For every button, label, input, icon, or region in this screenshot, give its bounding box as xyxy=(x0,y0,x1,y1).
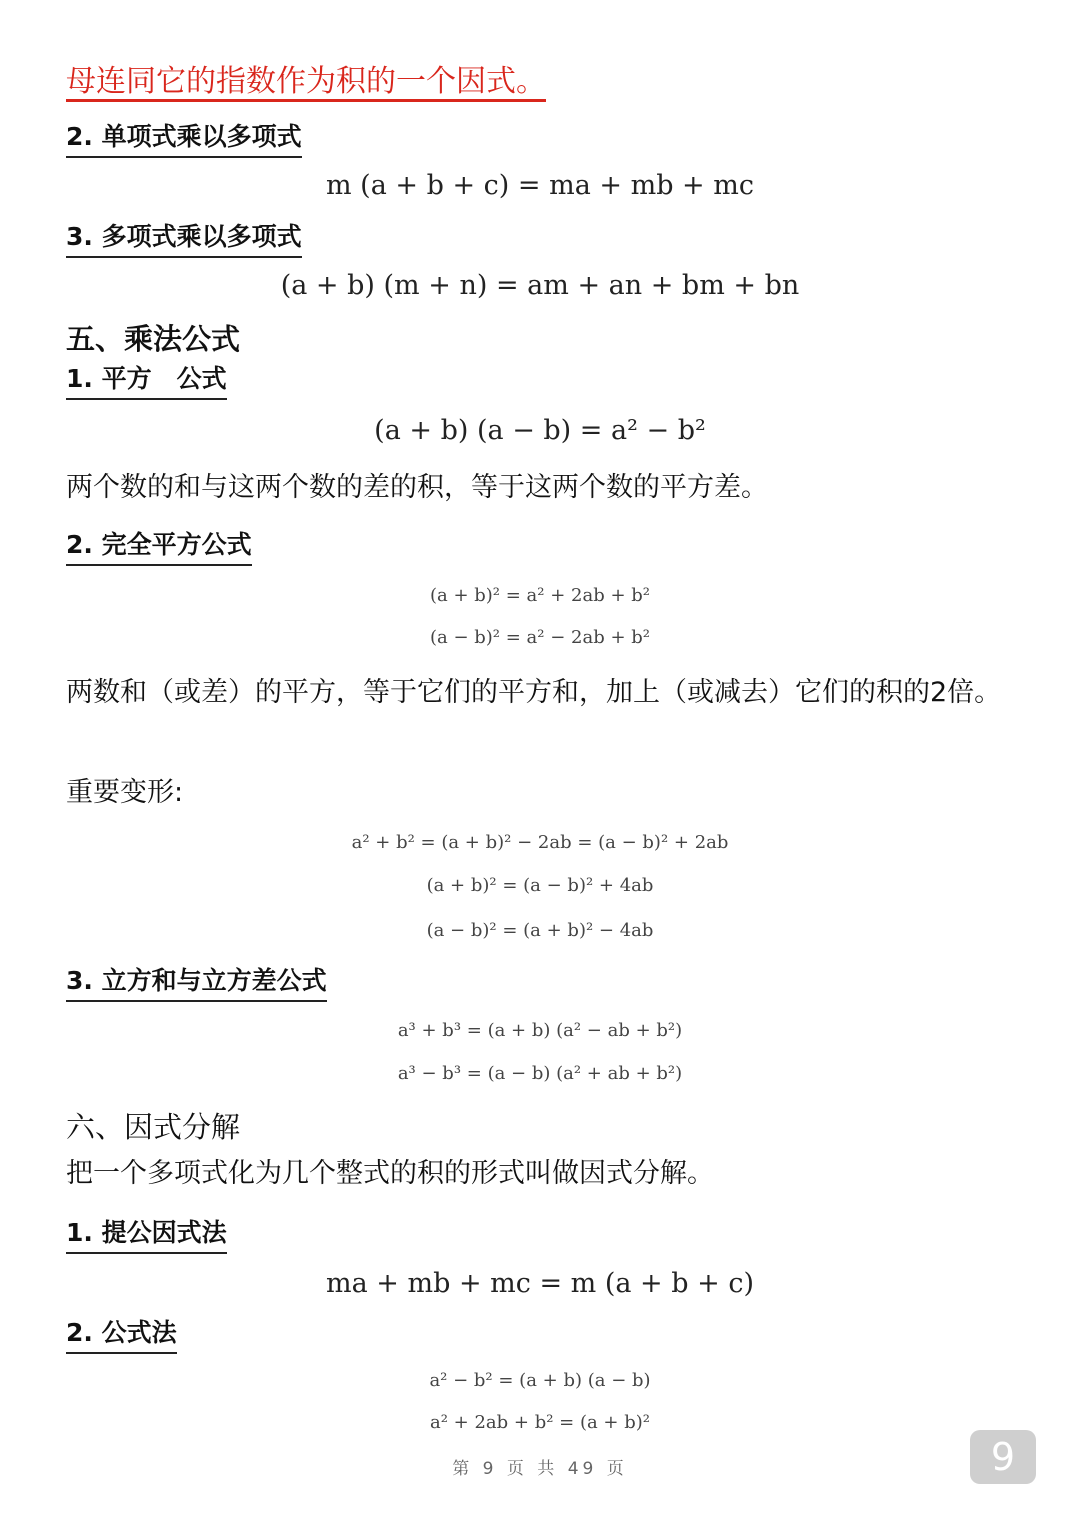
formula-monomial-times-polynomial: m (a + b + c) = ma + mb + mc xyxy=(325,170,754,201)
formula-difference-of-cubes: a³ − b³ = (a − b) (a² + ab + b²) xyxy=(397,1063,683,1084)
formula-sum-of-cubes: a³ + b³ = (a + b) (a² − ab + b²) xyxy=(397,1020,683,1041)
formula-difference-of-squares: (a + b) (a − b) = a² − b² xyxy=(374,415,706,446)
formula-perfect-square-plus: (a + b)² = a² + 2ab + b² xyxy=(429,585,650,606)
text-difference-of-squares: 两个数的和与这两个数的差的积，等于这两个数的平方差。 xyxy=(66,472,768,503)
formula-transformation-1: a² + b² = (a + b)² − 2ab = (a − b)² + 2ab xyxy=(351,832,729,853)
heading-perfect-square: 2. 完全平方公式 xyxy=(66,528,252,566)
text-perfect-square: 两数和（或差）的平方，等于它们的平方和，加上（或减去）它们的积的2倍。 xyxy=(66,677,1002,708)
heading-common-factor-method: 1. 提公因式法 xyxy=(66,1216,227,1254)
heading-polynomial-times-polynomial: 3. 多项式乘以多项式 xyxy=(66,220,302,258)
heading-cube-sum-difference: 3. 立方和与立方差公式 xyxy=(66,964,327,1002)
formula-method-perfect-square: a² + 2ab + b² = (a + b)² xyxy=(429,1412,650,1433)
formula-method-difference-of-squares: a² − b² = (a + b) (a − b) xyxy=(429,1370,651,1391)
continuation-text: 母连同它的指数作为积的一个因式。 xyxy=(66,64,546,99)
formula-polynomial-times-polynomial: (a + b) (m + n) = am + an + bm + bn xyxy=(280,270,800,301)
page-badge: 9 xyxy=(970,1430,1036,1484)
formula-perfect-square-minus: (a − b)² = a² − 2ab + b² xyxy=(429,627,650,648)
formula-transformation-2: (a + b)² = (a − b)² + 4ab xyxy=(426,875,654,896)
text-important-transformations: 重要变形: xyxy=(66,777,184,808)
section-title-factorization: 六、因式分解 xyxy=(66,1110,241,1144)
heading-monomial-times-polynomial: 2. 单项式乘以多项式 xyxy=(66,120,302,158)
page-number-footer: 第 9 页 共 49 页 xyxy=(452,1459,628,1479)
section-title-multiplication-formulas: 五、乘法公式 xyxy=(66,322,241,356)
text-factorization-definition: 把一个多项式化为几个整式的积的形式叫做因式分解。 xyxy=(66,1158,714,1189)
heading-difference-of-squares: 1. 平方 公式 xyxy=(66,362,227,400)
formula-common-factor: ma + mb + mc = m (a + b + c) xyxy=(325,1268,754,1299)
heading-formula-method: 2. 公式法 xyxy=(66,1316,177,1354)
formula-transformation-3: (a − b)² = (a + b)² − 4ab xyxy=(426,920,654,941)
